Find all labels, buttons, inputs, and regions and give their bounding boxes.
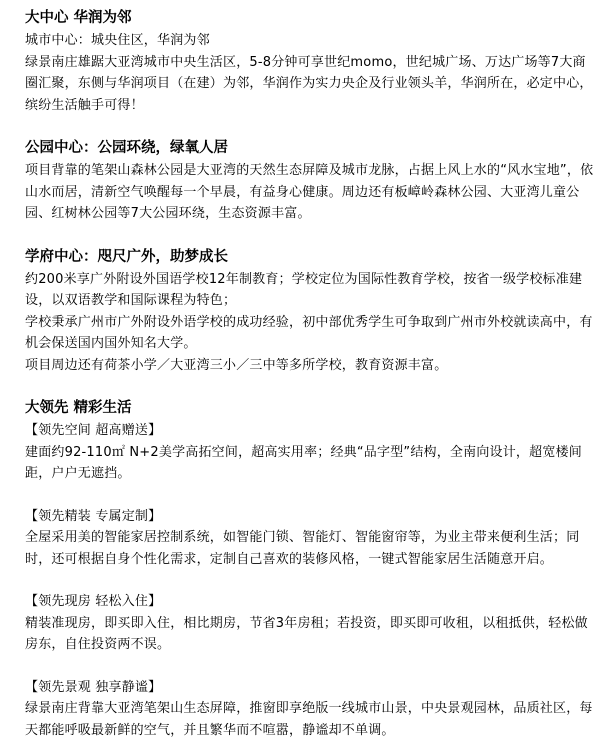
section-paragraph: 建面约92-110㎡ N+2美学高拓空间，超高实用率；经典“品字型”结构，全南向设计，超宽楼间距，户户无遮挡。: [25, 444, 582, 481]
section-paragraph: 项目背靠的笔架山森林公园是大亚湾的天然生态屏障及城市龙脉，占据上风上水的“风水宝地”，依山水而居，清新空气唤醒每一个早晨，有益身心健康。周边还有板嶂岭森林公园、大亚湾儿童公园、红树林公园等7大公园环绕，生态资源丰富。: [25, 163, 594, 221]
section-paragraph: 项目周边还有荷茶小学／大亚湾三小／三中等多所学校，教育资源丰富。: [25, 357, 448, 373]
subsection-title: 【领先现房 轻松入住】: [25, 594, 162, 609]
subsection-title: 【领先精装 专属定制】: [25, 508, 162, 524]
section-big-lead: [25, 396, 598, 741]
section-paragraph: 学校秉承广州市广外附设外语学校的成功经验，初中部优秀学生可争取到广州市外校就读高中，有机会保送国内国外知名大学。: [25, 314, 593, 351]
spacer: [25, 225, 598, 245]
section-subline: 城市中心：城央住区，华润为邻: [25, 33, 210, 48]
section-park-center: [25, 136, 598, 225]
section-paragraph: 精装准现房，即买即入住，相比期房，节省3年房租；若投资，即买即可收租，以租抵供，轻松做房东，自住投资两不误。: [25, 615, 588, 652]
section-paragraph: 绿景南庄雄踞大亚湾城市中央生活区，5-8分钟可享世纪momo，世纪城广场、万达广场等7大商圈汇聚，东侧与华润项目（在建）为邻，华润作为实力央企及行业领头羊，华润所在，必定中心，缤纷生活触手可得！: [25, 54, 593, 113]
section-heading: 大中心 华润为邻: [25, 10, 132, 26]
section-big-center: [25, 6, 598, 116]
subsection-title: 【领先景观 独享静谧】: [25, 679, 162, 695]
section-paragraph: 全屋采用美的智能家居控制系统，如智能门锁、智能灯、智能窗帘等，为业主带来便利生活；同时，还可根据自身个性化需求，定制自己喜欢的装修风格，一键式智能家居生活随意开启。: [25, 530, 580, 567]
section-school-center: [25, 245, 598, 377]
section-heading: 大领先 精彩生活: [25, 400, 132, 416]
spacer: [25, 376, 598, 396]
section-heading: 学府中心：咫尺广外，助梦成长: [25, 248, 228, 265]
spacer: [25, 116, 598, 136]
section-paragraph: 约200米享广外附设外国语学校12年制教育；学校定位为国际性教育学校，按省一级学校标准建设，以双语教学和国际课程为特色；: [25, 271, 583, 308]
spacer: [25, 656, 598, 677]
section-paragraph: 绿景南庄背靠大亚湾笔架山生态屏障，推窗即享绝版一线城市山景，中央景观园林，品质社区，每天都能呼吸最新鲜的空气，并且繁华而不喧嚣，静谧却不单调。: [25, 701, 593, 738]
section-heading: 公园中心：公园环绕，绿氧人居: [25, 140, 228, 156]
subsection-title: 【领先空间 超高赠送】: [25, 423, 162, 438]
spacer: [25, 570, 598, 591]
spacer: [25, 485, 598, 506]
